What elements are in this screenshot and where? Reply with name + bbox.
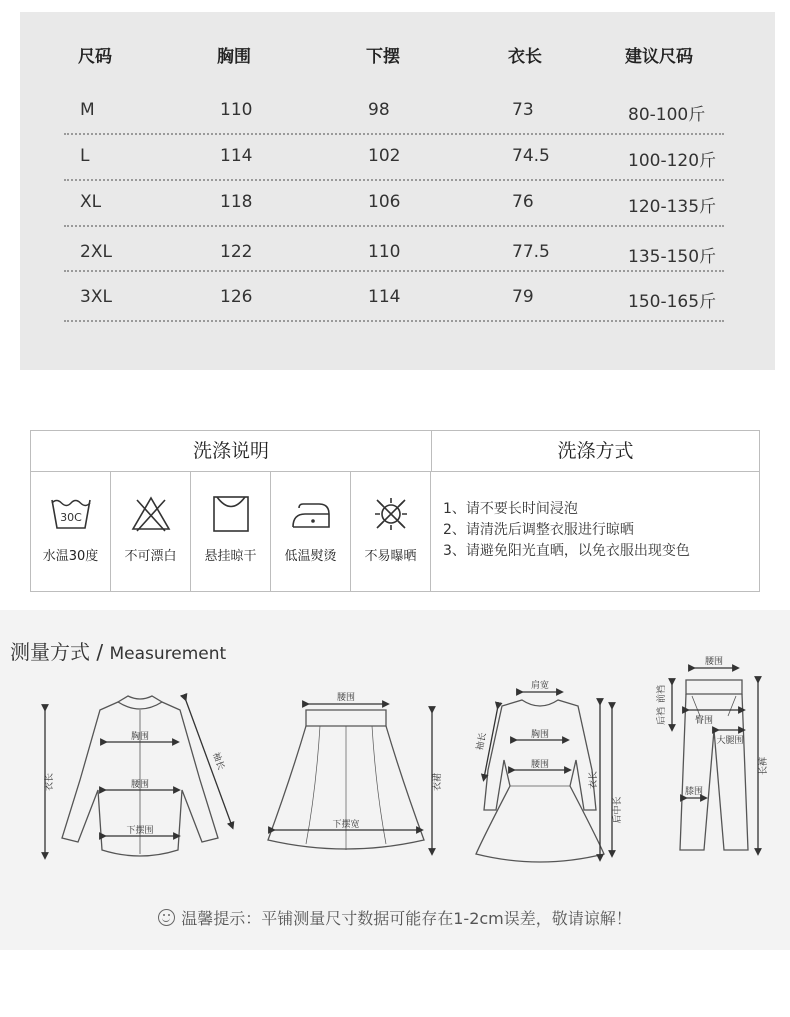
header-hem: 下摆 xyxy=(366,47,400,67)
label-skirt-hem: 下摆宽 xyxy=(332,820,360,830)
cell-weight: 150-165斤 xyxy=(628,292,717,312)
measurement-title-sep: / xyxy=(90,640,110,664)
cell-weight: 80-100斤 xyxy=(628,105,706,125)
care-label: 悬挂晾干 xyxy=(204,549,257,564)
care-right-title: 洗涤方式 xyxy=(432,431,759,472)
cell-hem: 98 xyxy=(368,100,390,120)
row-divider xyxy=(64,133,724,135)
measurement-diagrams xyxy=(0,610,790,900)
hang-dry-icon xyxy=(209,494,253,534)
label-pants-front-rise: 前裆 xyxy=(657,684,667,704)
care-symbol xyxy=(351,472,431,591)
pants-diagram xyxy=(672,668,758,852)
label-dress-sleeve: 袖长 xyxy=(475,731,489,752)
table-row xyxy=(20,192,775,232)
care-symbol xyxy=(191,472,271,591)
label-dress-length: 衣长 xyxy=(589,770,599,790)
label-pants-hip: 臀围 xyxy=(694,716,714,726)
care-label: 不易曝晒 xyxy=(364,549,417,564)
measurement-section xyxy=(0,610,790,950)
label-pants-length: 长裤 xyxy=(759,756,769,776)
label-shirt-chest: 胸围 xyxy=(130,732,150,742)
label-skirt-waist: 腰围 xyxy=(336,693,356,703)
cell-chest: 122 xyxy=(220,242,253,262)
row-divider xyxy=(64,320,724,322)
label-shirt-length: 衣长 xyxy=(45,772,55,792)
header-recommended: 建议尺码 xyxy=(625,47,693,67)
header-length: 衣长 xyxy=(508,47,542,67)
cell-hem: 102 xyxy=(368,146,401,166)
cell-weight: 120-135斤 xyxy=(628,197,717,217)
cell-chest: 114 xyxy=(220,146,253,166)
smile-icon xyxy=(158,909,175,926)
cell-length: 77.5 xyxy=(512,242,550,262)
label-dress-chest: 胸围 xyxy=(530,730,550,740)
care-label: 低温熨烫 xyxy=(284,549,337,564)
care-steps xyxy=(443,499,690,562)
care-symbol xyxy=(31,472,111,591)
label-pants-thigh: 大腿围 xyxy=(716,736,744,746)
label-shirt-hem: 下摆围 xyxy=(126,826,154,836)
measurement-tip xyxy=(0,906,790,929)
label-shirt-sleeve: 袖长 xyxy=(210,751,226,772)
cell-chest: 110 xyxy=(220,100,253,120)
care-label: 水温30度 xyxy=(42,549,99,564)
measurement-title-cn: 测量方式 xyxy=(10,640,90,664)
header-chest: 胸围 xyxy=(217,47,251,67)
header-size: 尺码 xyxy=(78,47,112,67)
size-table-header xyxy=(20,42,775,72)
table-row xyxy=(20,146,775,186)
cell-length: 76 xyxy=(512,192,534,212)
label-dress-waist: 腰围 xyxy=(530,760,550,770)
cell-size: XL xyxy=(80,192,102,212)
table-row xyxy=(20,100,775,140)
cell-chest: 126 xyxy=(220,287,253,307)
care-label: 不可漂白 xyxy=(124,549,177,564)
cell-hem: 110 xyxy=(368,242,401,262)
no-sun-dry-icon xyxy=(369,494,413,534)
cell-weight: 135-150斤 xyxy=(628,247,717,267)
cell-length: 79 xyxy=(512,287,534,307)
care-symbol xyxy=(271,472,351,591)
cell-hem: 106 xyxy=(368,192,401,212)
cell-size: L xyxy=(80,146,90,166)
cell-length: 74.5 xyxy=(512,146,550,166)
label-dress-shoulder: 肩宽 xyxy=(530,681,550,691)
label-pants-knee: 膝围 xyxy=(684,787,704,797)
label-pants-back-rise: 后裆 xyxy=(657,706,667,726)
table-row xyxy=(20,242,775,282)
label-pants-waist: 腰围 xyxy=(704,657,724,667)
care-step: 3、请避免阳光直晒，以免衣服出现变色 xyxy=(443,543,690,559)
cell-weight: 100-120斤 xyxy=(628,151,717,171)
size-table xyxy=(20,12,775,370)
measurement-tip-text: 温馨提示：平铺测量尺寸数据可能存在1-2cm误差，敬请谅解！ xyxy=(181,909,632,928)
wash-temp-text: 30C xyxy=(60,511,82,524)
wash-30c-icon xyxy=(49,494,93,534)
cell-length: 73 xyxy=(512,100,534,120)
care-symbol xyxy=(111,472,191,591)
label-shirt-waist: 腰围 xyxy=(130,780,150,790)
care-step: 2、请清洗后调整衣服进行晾晒 xyxy=(443,522,634,538)
row-divider xyxy=(64,179,724,181)
row-divider xyxy=(64,225,724,227)
cell-hem: 114 xyxy=(368,287,401,307)
cell-size: 2XL xyxy=(80,242,112,262)
cell-size: 3XL xyxy=(80,287,112,307)
measurement-title-en: Measurement xyxy=(109,644,227,664)
cell-chest: 118 xyxy=(220,192,253,212)
table-row xyxy=(20,287,775,327)
row-divider xyxy=(64,270,724,272)
no-bleach-icon xyxy=(129,494,173,534)
care-instructions xyxy=(30,430,760,592)
label-skirt-length: 衣裙 xyxy=(433,772,443,792)
cell-size: M xyxy=(80,100,95,120)
care-step: 1、请不要长时间浸泡 xyxy=(443,501,578,517)
label-dress-back: 后中长 xyxy=(613,796,623,824)
iron-low-icon xyxy=(289,494,333,534)
care-left-title: 洗涤说明 xyxy=(31,431,432,472)
